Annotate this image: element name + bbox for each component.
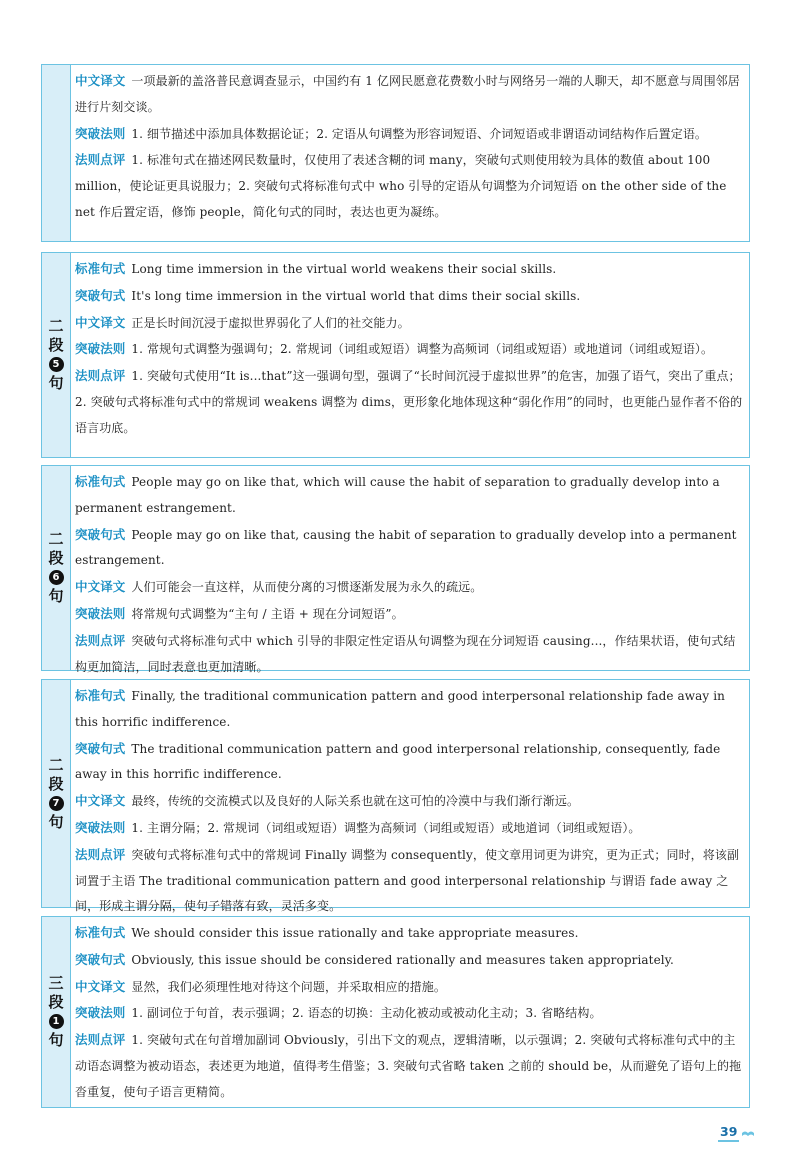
row-text: People may go on like that, which will cause the habit of separation to gradually develop into a permanent estrangement. <box>75 475 720 515</box>
row-text: 1. 标准句式在描述网民数量时，仅使用了表述含糊的词 many，突破句式则使用较为具体的数值 about 100 million，使论证更具说服力；2. 突破句式将标准句式中 who 引导的定语从句调整为介词短语 on the other side of the net 作后置定语，修饰 people，简化句式的同时，表达也更为凝练。 <box>75 153 727 219</box>
row-label: 标准句式 <box>75 474 126 489</box>
section-side-label <box>42 917 71 1107</box>
row-text: 正是长时间沉浸于虚拟世界弱化了人们的社交能力。 <box>131 315 410 330</box>
row-text: 1. 细节描述中添加具体数据论证；2. 定语从句调整为形容词短语、介词短语或非谓语动词结构作后置定语。 <box>131 126 708 141</box>
row-comment <box>75 363 743 441</box>
row-comment <box>75 147 743 225</box>
row-breakthrough <box>75 522 743 575</box>
side-label-sentence-number: 5 <box>49 357 64 372</box>
side-label-sentence-number: 1 <box>49 1014 64 1029</box>
row-text: We should consider this issue rationally and take appropriate measures. <box>131 926 579 940</box>
row-translation <box>75 310 743 337</box>
row-text: 显然，我们必须理性地对待这个问题，并采取相应的措施。 <box>131 979 447 994</box>
row-label: 标准句式 <box>75 261 126 276</box>
row-label: 突破句式 <box>75 740 126 756</box>
row-text: The traditional communication pattern and good interpersonal relationship, consequently, fade away in this horrific indifference. <box>75 741 721 782</box>
page-number-text: 39 <box>718 1124 739 1142</box>
row-label: 突破句式 <box>75 287 126 303</box>
side-label-sentence-number: 6 <box>49 570 64 585</box>
side-label-sentence-char: 句 <box>48 1031 64 1049</box>
row-text: 一项最新的盖洛普民意调查显示，中国约有 1 亿网民愿意花费数小时与网络另一端的人聊天，却不愿意与周围邻居进行片刻交谈。 <box>75 74 740 114</box>
side-label-paragraph-number: 三 <box>48 974 64 992</box>
row-text: 突破句式将标准句式中 which 引导的非限定性定语从句调整为现在分词短语 causing...，作结果状语，使句式结构更加简洁，同时表意也更加清晰。 <box>75 633 736 674</box>
row-text: Obviously, this issue should be considered rationally and measures taken appropriately. <box>131 952 674 967</box>
row-label: 中文译文 <box>75 579 126 595</box>
section-content <box>75 920 743 1106</box>
row-label: 法则点评 <box>75 846 126 862</box>
row-label: 突破法则 <box>75 819 126 835</box>
side-label-paragraph-number: 二 <box>48 755 64 774</box>
section-content <box>75 469 743 680</box>
row-label: 标准句式 <box>75 925 126 940</box>
row-rule <box>75 601 743 628</box>
row-breakthrough <box>75 947 743 974</box>
section-paragraph-2-sentence-6 <box>41 465 750 674</box>
row-text: Long time immersion in the virtual world weakens their social skills. <box>131 262 557 276</box>
row-text: 1. 主谓分隔；2. 常规词（词组或短语）调整为高频词（词组或短语）或地道词（词组或短语）。 <box>131 820 641 835</box>
side-label-paragraph-char: 段 <box>48 336 64 354</box>
row-text: 将常规句式调整为“主句 / 主语 + 现在分词短语”。 <box>131 606 404 621</box>
row-text: 1. 突破句式使用“It is...that”这一强调句型，强调了“长时间沉浸于虚拟世界”的危害，加强了语气，突出了重点；2. 突破句式将标准句式中的常规词 weakens 调整为 dims，更形象化地体现这种“弱化作用”的同时，也更能凸显作者不俗的语言功底。 <box>75 369 743 435</box>
page-number <box>718 1124 755 1142</box>
row-standard <box>75 920 743 947</box>
row-text: Finally, the traditional communication pattern and good interpersonal relationship fade away in this horrific indifference. <box>75 689 725 729</box>
row-rule <box>75 121 743 148</box>
row-translation <box>75 574 743 601</box>
row-text: 1. 副词位于句首，表示强调；2. 语态的切换：主动化被动或被动化主动；3. 省略结构。 <box>131 1006 602 1021</box>
row-label: 法则点评 <box>75 632 126 648</box>
row-translation <box>75 974 743 1001</box>
section-content <box>75 683 743 920</box>
row-label: 法则点评 <box>75 152 126 168</box>
section-side-label <box>42 680 71 907</box>
row-translation <box>75 68 743 121</box>
row-label: 突破法则 <box>75 341 126 357</box>
row-label: 中文译文 <box>75 314 126 330</box>
row-standard <box>75 256 743 283</box>
row-breakthrough <box>75 283 743 310</box>
side-label-sentence-char: 句 <box>48 812 64 831</box>
side-label-paragraph-char: 段 <box>48 774 64 793</box>
row-text: People may go on like that, causing the habit of separation to gradually develop into a permanent estrangement. <box>75 527 737 568</box>
row-label: 中文译文 <box>75 978 126 994</box>
side-label-sentence-char: 句 <box>48 374 64 392</box>
row-breakthrough <box>75 736 743 789</box>
section-content <box>75 68 743 226</box>
side-label-paragraph-number: 二 <box>48 317 64 335</box>
book-icon <box>741 1129 755 1137</box>
section-side-bar <box>42 65 71 241</box>
section-paragraph-3-sentence-1 <box>41 916 750 1108</box>
side-label-sentence-char: 句 <box>48 587 64 605</box>
row-text: 人们可能会一直这样，从而使分离的习惯逐渐发展为永久的疏远。 <box>131 580 483 595</box>
row-comment <box>75 842 743 920</box>
row-label: 标准句式 <box>75 688 126 703</box>
section-paragraph-2-sentence-7 <box>41 679 750 914</box>
row-label: 突破句式 <box>75 526 126 542</box>
row-text: 突破句式将标准句式中的常规词 Finally 调整为 consequently，使文章用词更为讲究，更为正式；同时，将该副词置于主语 The traditional communication pattern and good interpersonal relationship 与谓语 fade away 之间，形成主谓分隔，使句子错落有致，灵活多变。 <box>75 847 740 914</box>
row-label: 突破法则 <box>75 605 126 621</box>
row-rule <box>75 815 743 842</box>
row-standard <box>75 469 743 522</box>
row-rule <box>75 336 743 363</box>
row-comment <box>75 628 743 681</box>
side-label-paragraph-char: 段 <box>48 993 64 1011</box>
section-intro <box>41 64 750 242</box>
row-label: 中文译文 <box>75 793 126 809</box>
row-text: It's long time immersion in the virtual world that dims their social skills. <box>131 288 581 303</box>
section-paragraph-2-sentence-5 <box>41 252 750 458</box>
section-content <box>75 256 743 442</box>
row-text: 最终，传统的交流模式以及良好的人际关系也就在这可怕的冷漠中与我们渐行渐远。 <box>131 794 580 809</box>
row-text: 1. 突破句式在句首增加副词 Obviously，引出下文的观点，逻辑清晰，以示强调；2. 突破句式将标准句式中的主动语态调整为被动语态，表述更为地道，值得考生借鉴；3. 突破句式省略 taken 之前的 should be，从而避免了语句上的拖沓重复，使句子语言更精简。 <box>75 1033 742 1099</box>
row-label: 突破句式 <box>75 951 126 967</box>
row-standard <box>75 683 743 736</box>
section-side-label <box>42 253 71 457</box>
section-side-label <box>42 466 71 670</box>
row-label: 中文译文 <box>75 73 126 88</box>
row-comment <box>75 1027 743 1105</box>
row-label: 法则点评 <box>75 1032 126 1048</box>
side-label-paragraph-number: 二 <box>48 530 64 548</box>
row-rule <box>75 1000 743 1027</box>
row-label: 突破法则 <box>75 1005 126 1021</box>
row-translation <box>75 788 743 815</box>
side-label-sentence-number: 7 <box>49 796 64 811</box>
row-text: 1. 常规句式调整为强调句；2. 常规词（词组或短语）调整为高频词（词组或短语）或地道词（词组或短语）。 <box>131 342 714 357</box>
row-label: 法则点评 <box>75 368 126 384</box>
row-label: 突破法则 <box>75 125 126 141</box>
side-label-paragraph-char: 段 <box>48 549 64 567</box>
